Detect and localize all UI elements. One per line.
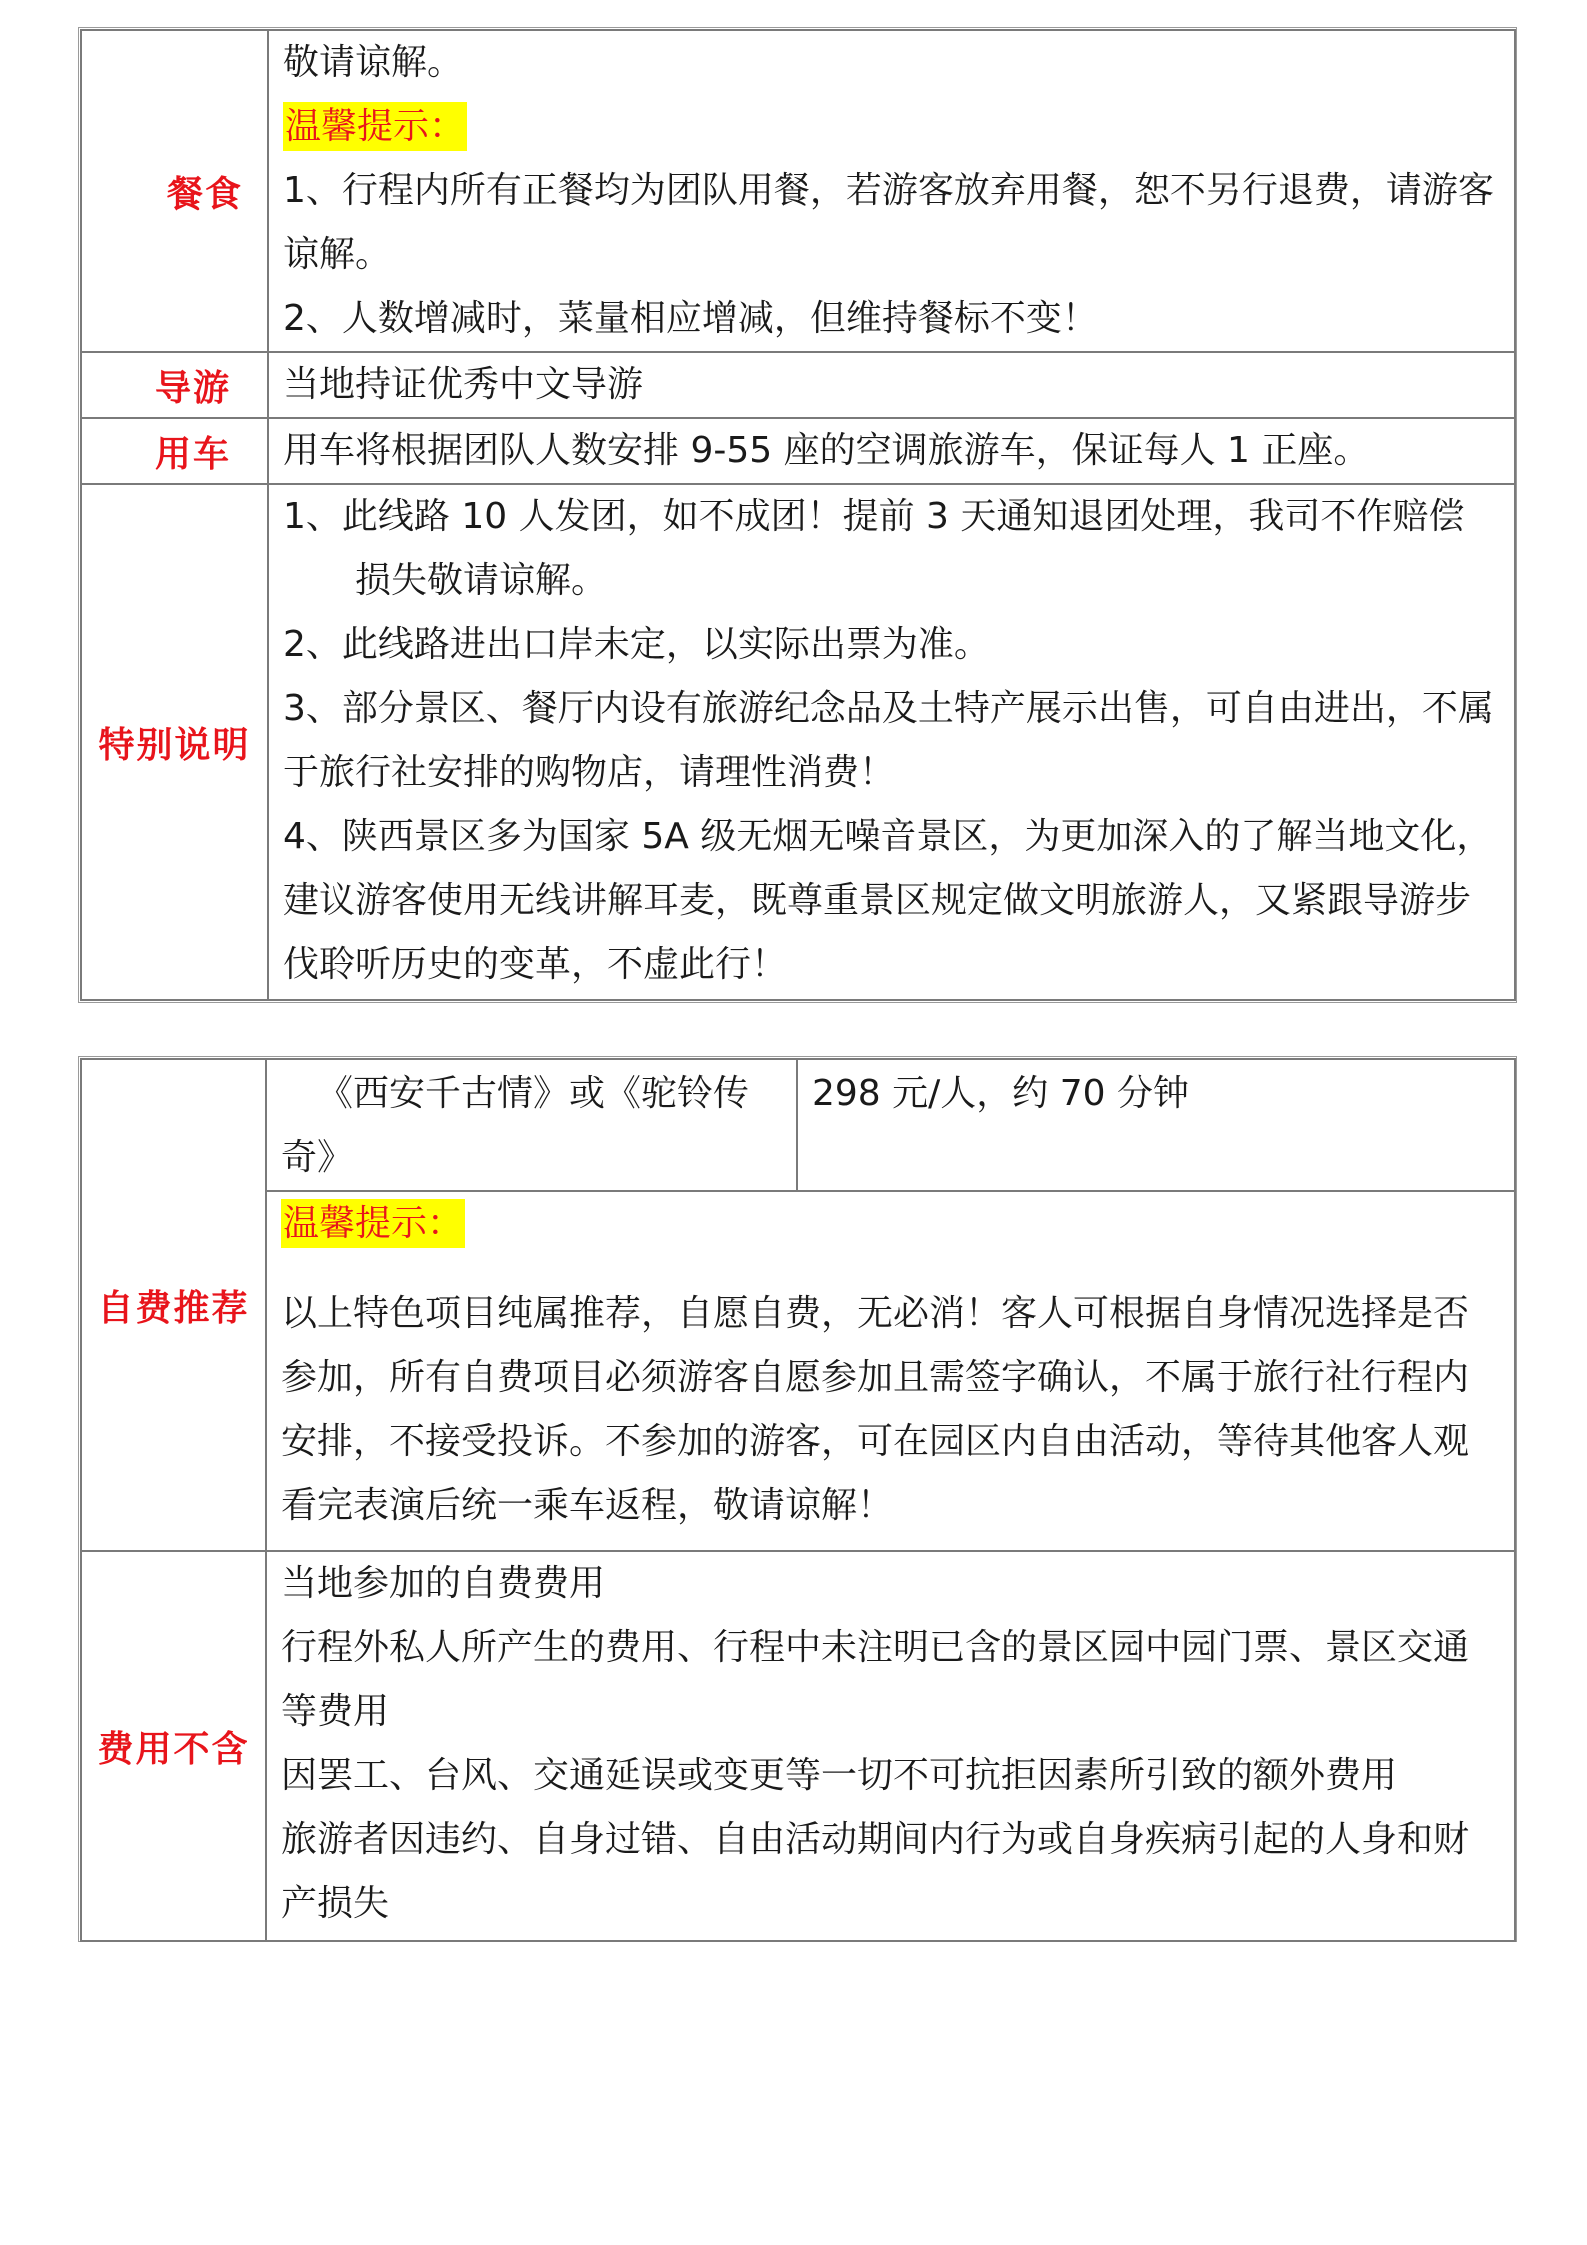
vehicle-label: 用车 [81, 418, 268, 484]
meals-row [81, 30, 1515, 352]
meals-text: 敬请谅解。 [283, 42, 464, 83]
itinerary-notes-table [80, 29, 1516, 1001]
guide-content [268, 352, 1515, 418]
guide-label: 导游 [81, 352, 268, 418]
show-price: 298 元/人，约 70 分钟 [812, 1073, 1189, 1114]
warm-tip-label: 温馨提示： [283, 102, 467, 151]
vehicle-content [268, 418, 1515, 484]
meals-item-2: 2、人数增减时，菜量相应增减，但维持餐标不变！ [283, 298, 1098, 339]
special-item-1: 1、此线路 10 人发团，如不成团！提前 3 天通知退团处理，我司不作赔偿损失敬请谅解。 [283, 496, 1465, 601]
optional-show-row [81, 1059, 1515, 1191]
special-notes-row [81, 484, 1515, 1000]
guide-text: 当地持证优秀中文导游 [283, 364, 644, 405]
excluded-item-3: 因罢工、台风、交通延误或变更等一切不可抗拒因素所引致的额外费用 [281, 1755, 1398, 1796]
special-item-2: 2、此线路进出口岸未定，以实际出票为准。 [283, 624, 990, 665]
guide-row [81, 352, 1515, 418]
vehicle-text: 用车将根据团队人数安排 9-55 座的空调旅游车，保证每人 1 正座。 [283, 430, 1370, 471]
optional-tip-content [266, 1191, 1515, 1551]
show-name-cell [266, 1059, 797, 1191]
special-notes-label: 特别说明 [81, 484, 268, 1000]
special-item-3: 3、部分景区、餐厅内设有旅游纪念品及土特产展示出售，可自由进出，不属于旅行社安排的购物店，请理性消费！ [283, 688, 1494, 793]
special-notes-content [268, 484, 1515, 1000]
optional-tip-row [81, 1191, 1515, 1551]
excluded-content [266, 1551, 1515, 1941]
excluded-item-4: 旅游者因违约、自身过错、自由活动期间内行为或自身疾病引起的人身和财产损失 [281, 1819, 1470, 1924]
optional-tip-text: 以上特色项目纯属推荐，自愿自费，无必消！客人可根据自身情况选择是否参加，所有自费项目必须游客自愿参加且需签字确认，不属于旅行社行程内安排，不接受投诉。不参加的游客，可在园区内自由活动，等待其他客人观看完表演后统一乘车返程，敬请谅解！ [281, 1293, 1470, 1526]
meals-content [268, 30, 1515, 352]
optional-and-excluded-table [80, 1058, 1516, 1942]
vehicle-row [81, 418, 1515, 484]
optional-label: 自费推荐 [81, 1059, 266, 1551]
excluded-row [81, 1551, 1515, 1941]
show-price-cell [797, 1059, 1515, 1191]
excluded-item-2: 行程外私人所产生的费用、行程中未注明已含的景区园中园门票、景区交通等费用 [281, 1627, 1470, 1732]
excluded-item-1: 当地参加的自费费用 [281, 1563, 606, 1604]
warm-tip-label: 温馨提示： [281, 1199, 465, 1248]
special-item-4: 4、陕西景区多为国家 5A 级无烟无噪音景区，为更加深入的了解当地文化，建议游客使用无线讲解耳麦，既尊重景区规定做文明旅游人，又紧跟导游步伐聆听历史的变革，不虚此行！ [283, 816, 1493, 985]
show-name: 《西安千古情》或《驼铃传奇》 [281, 1073, 750, 1178]
meals-item-1: 1、行程内所有正餐均为团队用餐，若游客放弃用餐，恕不另行退费，请游客谅解。 [283, 170, 1494, 275]
meals-label: 餐食 [81, 30, 268, 352]
excluded-label: 费用不含 [81, 1551, 266, 1941]
